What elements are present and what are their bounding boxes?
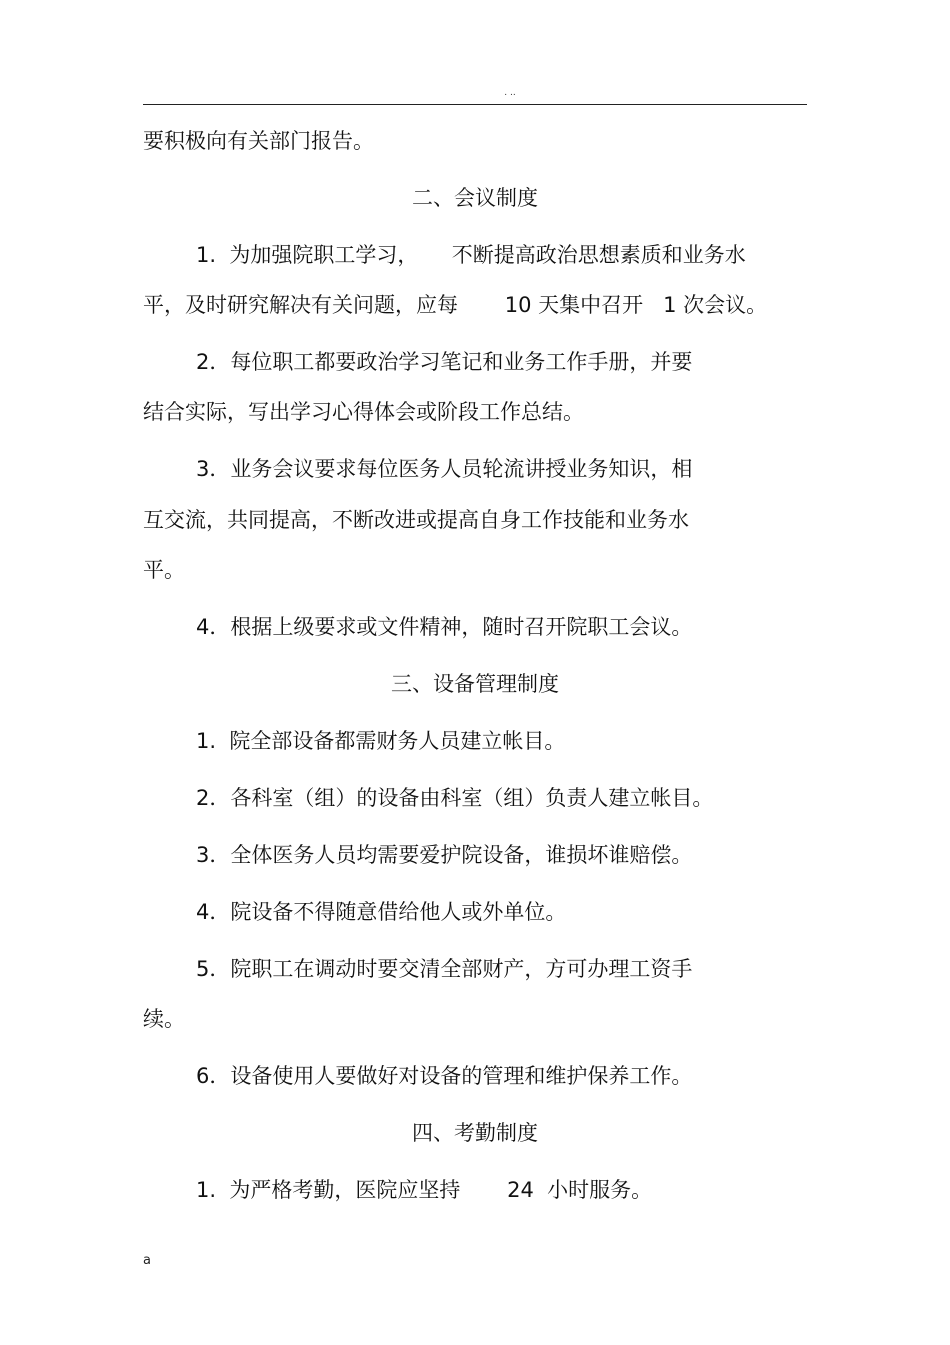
paragraph-line: 1. 为加强院职工学习， 不断提高政治思想素质和业务水: [196, 243, 746, 267]
paragraph-line: 2．各科室（组）的设备由科室（组）负责人建立帐目。: [196, 786, 714, 810]
header-marker: . ..: [504, 88, 516, 98]
footer-mark: a: [143, 1253, 151, 1268]
header-divider: [143, 104, 807, 105]
paragraph-line: 互交流，共同提高，不断改进或提高自身工作技能和业务水: [143, 508, 689, 532]
section-heading-meeting: 二、会议制度: [412, 186, 538, 210]
paragraph-line: 6．设备使用人要做好对设备的管理和维护保养工作。: [196, 1064, 693, 1088]
paragraph-line: 4．院设备不得随意借给他人或外单位。: [196, 900, 567, 924]
paragraph-line: 要积极向有关部门报告。: [143, 129, 374, 153]
paragraph-line: 平。: [143, 558, 185, 582]
paragraph-line: 续。: [143, 1007, 185, 1031]
paragraph-line: 5．院职工在调动时要交清全部财产，方可办理工资手: [196, 957, 693, 981]
paragraph-line: 3．全体医务人员均需要爱护院设备，谁损坏谁赔偿。: [196, 843, 693, 867]
paragraph-line: 结合实际，写出学习心得体会或阶段工作总结。: [143, 400, 584, 424]
section-heading-attendance: 四、考勤制度: [412, 1121, 538, 1145]
paragraph-line: 3．业务会议要求每位医务人员轮流讲授业务知识，相: [196, 457, 693, 481]
paragraph-line: 2．每位职工都要政治学习笔记和业务工作手册，并要: [196, 350, 693, 374]
section-heading-equipment: 三、设备管理制度: [391, 672, 559, 696]
paragraph-line: 1. 为严格考勤，医院应坚持 24 小时服务。: [196, 1178, 653, 1202]
paragraph-line: 平，及时研究解决有关问题，应每 10 天集中召开 1 次会议。: [143, 293, 768, 317]
paragraph-line: 4．根据上级要求或文件精神，随时召开院职工会议。: [196, 615, 693, 639]
paragraph-line: 1. 院全部设备都需财务人员建立帐目。: [196, 729, 566, 753]
